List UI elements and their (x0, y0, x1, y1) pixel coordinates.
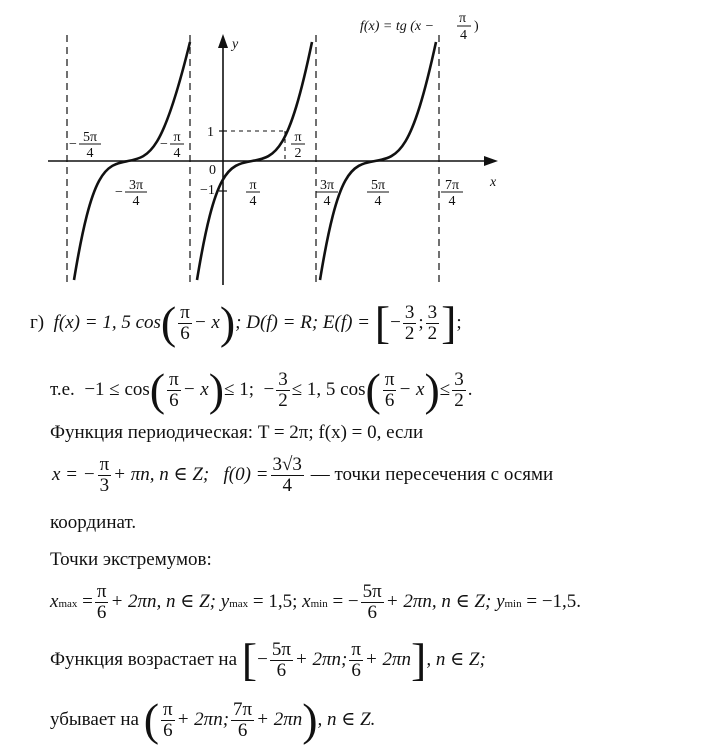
domain-range: ; D(f) = R; E(f) = (235, 311, 371, 333)
function-label-close: ) (474, 19, 479, 34)
tangent-graph (0, 0, 718, 290)
x-label-pi2 (291, 130, 305, 161)
origin-label: 0 (209, 163, 216, 178)
svg-text:4: 4 (86, 146, 94, 161)
line-definition: г) f(x) = 1, 5 cos( $\frac{\pi}{6}$ − x); D(f) = R; E(f) = [− $\frac{3}{2}$ ; $\frac{3}{2}$ ]; (30, 297, 462, 349)
svg-text:3π: 3π (319, 178, 335, 193)
svg-text:5π: 5π (370, 178, 386, 193)
line-decrease: убывает на ( $\frac{\pi}{6}$ + 2πn; $\frac{7\pi}{6}$ + 2πn), n ∈ Z. (50, 694, 376, 746)
function-definition: f(x) = 1, 5 cos (53, 311, 161, 333)
line-increase: Функция возрастает на [− $\frac{5\pi}{6}$ + 2πn; $\frac{\pi}{6}$ + 2πn], n ∈ Z; (50, 634, 486, 686)
line-extrema: xmax = $\frac{\pi}{6}$ + 2πn, n ∈ Z; ymax = 1,5; xmin = − $\frac{5\pi}{6}$ + 2πn, n ∈ Z; ymin = −1,5. (50, 581, 582, 623)
tick-label-1: 1 (207, 125, 214, 140)
x-label-7pi4 (441, 178, 463, 209)
svg-text:−: − (69, 137, 77, 152)
svg-text:7π: 7π (444, 178, 460, 193)
y-axis-arrow (218, 34, 228, 48)
x-label-5pi4 (367, 178, 389, 209)
x-label-3pi4 (316, 178, 338, 209)
svg-text:π: π (249, 178, 257, 193)
svg-text:2: 2 (294, 146, 302, 161)
svg-text:5π: 5π (82, 130, 98, 145)
svg-text:−: − (115, 185, 123, 200)
svg-text:4: 4 (132, 194, 140, 209)
function-label-den: 4 (460, 28, 467, 43)
svg-text:−: − (160, 137, 168, 152)
svg-text:4: 4 (323, 194, 331, 209)
svg-text:π: π (294, 130, 302, 145)
axis-y-label: y (232, 37, 239, 52)
x-label-m5pi4 (69, 130, 101, 161)
function-label: f(x) = tg (x − (360, 19, 435, 34)
line-zeros: x = − $\frac{\pi}{3}$ + πn, n ∈ Z; f(0) = $\frac{3√3}{4}$ — точки пересечения с осями (52, 454, 554, 496)
x-label-m3pi4 (115, 178, 147, 209)
svg-text:π: π (173, 130, 181, 145)
line-inequality: т.е. −1 ≤ cos( $\frac{\pi}{6}$ − x)≤ 1; − $\frac{3}{2}$ ≤ 1, 5 cos( $\frac{\pi}{6}$ − x)≤ $\frac{3}{2}$ . (50, 364, 473, 416)
svg-text:4: 4 (374, 194, 382, 209)
line-extrema-title: Точки экстремумов: (50, 549, 212, 570)
svg-text:3π: 3π (128, 178, 144, 193)
axis-x-label: x (490, 175, 497, 190)
line-period: Функция периодическая: T = 2π; f(x) = 0, если (50, 422, 424, 443)
tick-label-m1: −1 (200, 183, 215, 198)
x-label-mpi4 (160, 130, 184, 161)
x-label-pi4 (246, 178, 260, 209)
function-label-num: π (459, 11, 467, 26)
line-coords: координат. (50, 512, 137, 533)
svg-text:4: 4 (173, 146, 181, 161)
svg-text:4: 4 (249, 194, 257, 209)
x-axis-arrow (484, 156, 498, 166)
svg-text:4: 4 (448, 194, 456, 209)
item-label: г) (30, 311, 45, 333)
